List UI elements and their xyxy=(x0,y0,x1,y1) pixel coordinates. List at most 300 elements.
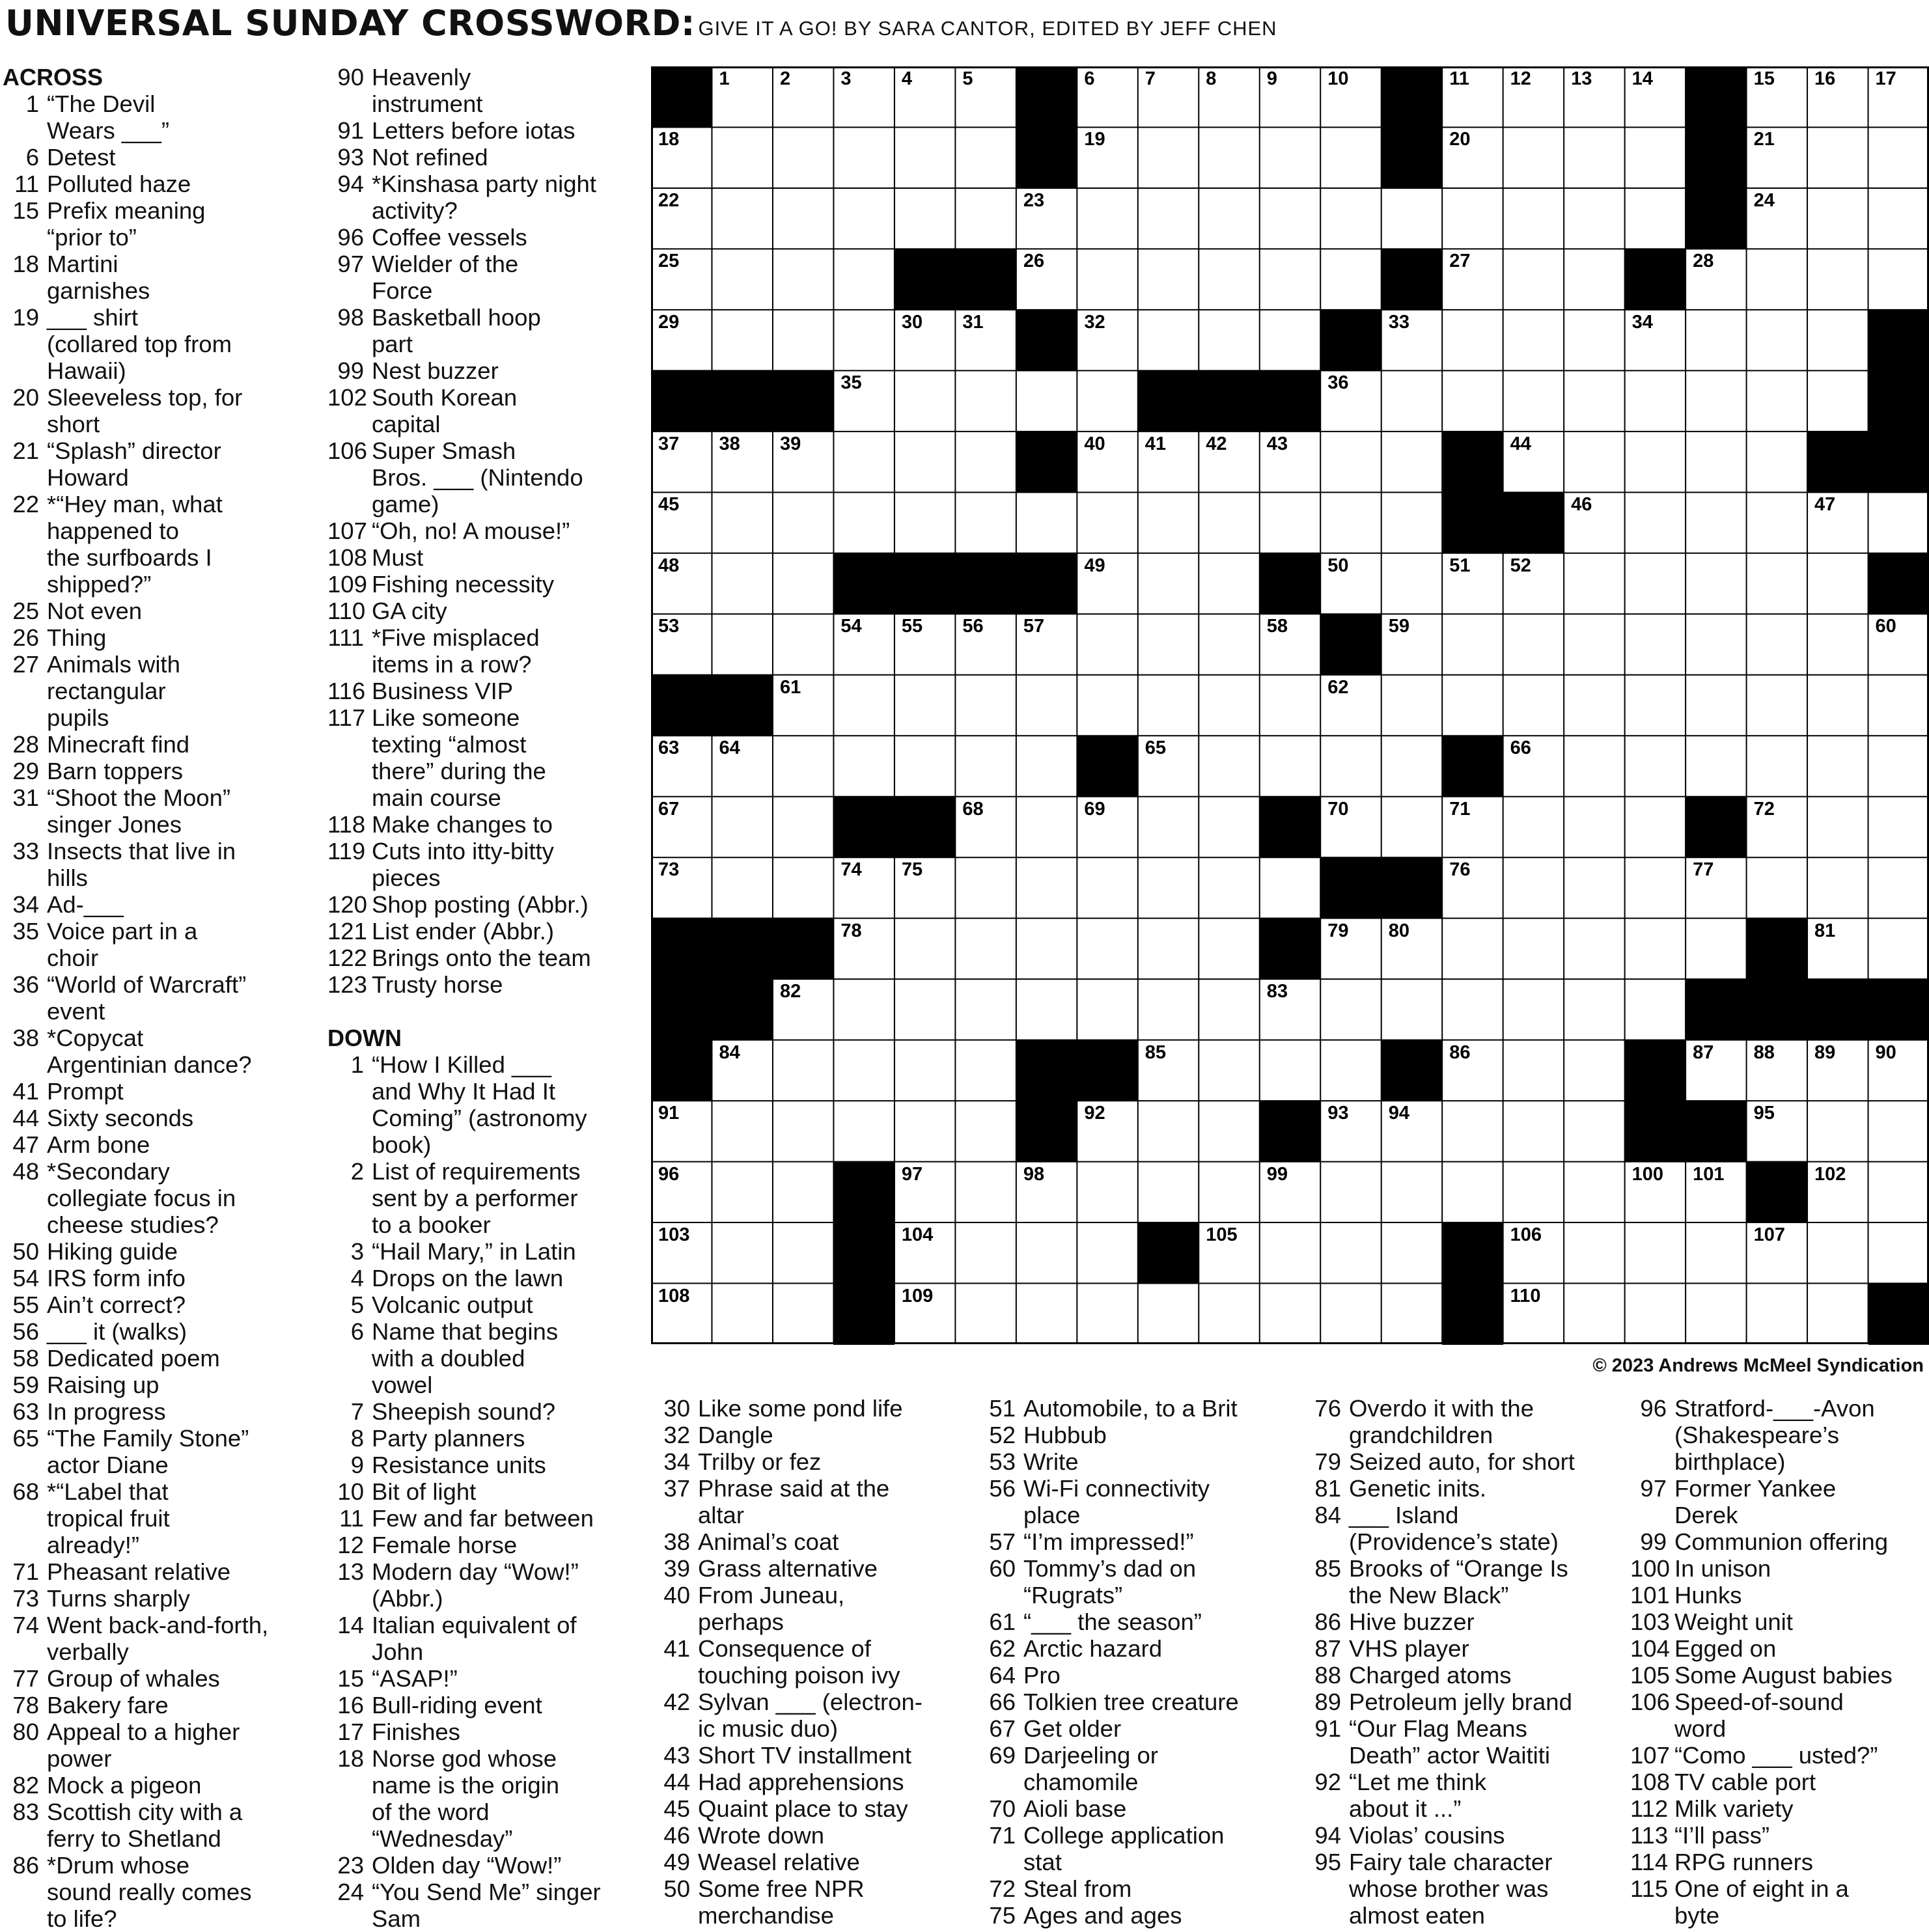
clue-line xyxy=(327,357,646,384)
cell-number: 29 xyxy=(658,311,680,333)
cell-number: 44 xyxy=(1510,433,1531,454)
clue-line xyxy=(327,518,646,544)
cell-number: 109 xyxy=(901,1285,934,1306)
cell-number: 74 xyxy=(840,859,862,881)
clue-line xyxy=(654,1475,960,1502)
clue-number: 31 xyxy=(12,784,39,811)
clue-line xyxy=(654,1608,960,1635)
clue-text: *Five misplaced xyxy=(372,624,540,651)
clue-text: “Rugrats” xyxy=(1023,1582,1123,1608)
cell-number: 57 xyxy=(1023,616,1045,637)
clue-line xyxy=(327,437,646,464)
clue-number: 28 xyxy=(12,731,39,758)
clue-text: “prior to” xyxy=(47,224,137,251)
clue-line xyxy=(1305,1769,1611,1795)
clue-number: 81 xyxy=(1314,1475,1341,1502)
clue-number: 56 xyxy=(12,1318,39,1345)
cell-number: 72 xyxy=(1753,798,1775,820)
clue-line xyxy=(3,464,309,491)
clue-text: chamomile xyxy=(1023,1769,1139,1795)
clue-number: 70 xyxy=(989,1795,1016,1822)
clue-text: “The Devil xyxy=(47,90,156,117)
clue-text: GA city xyxy=(372,598,447,624)
clue-text: place xyxy=(1023,1502,1081,1528)
clue-line xyxy=(3,624,309,651)
cell-number: 3 xyxy=(840,68,852,89)
cell-number: 89 xyxy=(1814,1042,1836,1063)
clue-text: Wi-Fi connectivity xyxy=(1023,1475,1210,1502)
clue-line xyxy=(327,1665,646,1692)
clue-text: main course xyxy=(372,784,501,811)
clue-number: 58 xyxy=(12,1345,39,1372)
clue-line xyxy=(979,1662,1285,1689)
clue-number: 93 xyxy=(337,144,364,171)
clue-line xyxy=(327,1505,646,1532)
clue-text: “Let me think xyxy=(1349,1769,1486,1795)
clue-text: Went back-and-forth, xyxy=(47,1612,269,1638)
clue-number: 3 xyxy=(350,1238,364,1265)
clue-text: List ender (Abbr.) xyxy=(372,918,554,945)
cell-number: 56 xyxy=(962,616,984,637)
clue-number: 113 xyxy=(1630,1822,1669,1849)
clue-text: Argentinian dance? xyxy=(47,1051,252,1078)
cell-number: 28 xyxy=(1693,251,1714,272)
clue-number: 112 xyxy=(1630,1795,1669,1822)
clue-text: choir xyxy=(47,945,99,971)
clue-text: collegiate focus in xyxy=(47,1185,236,1211)
clue-text: RPG runners xyxy=(1674,1849,1813,1875)
clue-number: 16 xyxy=(337,1692,364,1718)
clue-text: Polluted haze xyxy=(47,171,191,197)
clue-number: 122 xyxy=(327,945,367,971)
clue-line xyxy=(3,731,309,758)
clue-line xyxy=(1630,1422,1929,1448)
clue-number: 121 xyxy=(327,918,367,945)
cell-number: 52 xyxy=(1510,555,1531,576)
clue-text: Phrase said at the xyxy=(698,1475,890,1502)
clue-number: 75 xyxy=(989,1902,1016,1929)
clue-line xyxy=(1630,1902,1929,1929)
clue-line xyxy=(327,811,646,838)
clue-text: “I’ll pass” xyxy=(1674,1822,1770,1849)
clue-line xyxy=(1630,1475,1929,1502)
clue-line xyxy=(327,1718,646,1745)
clue-line xyxy=(3,437,309,464)
clue-number: 8 xyxy=(350,1425,364,1452)
cell-number: 11 xyxy=(1449,68,1469,89)
clue-text: Grass alternative xyxy=(698,1555,878,1582)
clue-number: 61 xyxy=(989,1608,1016,1635)
clue-line xyxy=(3,1478,309,1505)
clue-number: 92 xyxy=(1314,1769,1341,1795)
clue-line xyxy=(3,1318,309,1345)
clue-text: Finishes xyxy=(372,1718,460,1745)
clue-number: 77 xyxy=(12,1665,39,1692)
clue-number: 78 xyxy=(12,1692,39,1718)
clue-line xyxy=(327,224,646,251)
clue-number: 46 xyxy=(663,1822,690,1849)
clue-line xyxy=(3,331,309,357)
clue-text: Pheasant relative xyxy=(47,1558,231,1585)
clue-text: Hunks xyxy=(1674,1582,1742,1608)
cell-number: 107 xyxy=(1753,1224,1785,1246)
clue-number: 108 xyxy=(1630,1769,1670,1795)
clue-line xyxy=(979,1475,1285,1502)
clue-line xyxy=(3,1372,309,1398)
cell-number: 64 xyxy=(719,738,740,759)
cell-number: 85 xyxy=(1145,1042,1167,1063)
clue-text: Had apprehensions xyxy=(698,1769,904,1795)
clue-line xyxy=(979,1689,1285,1715)
clue-line xyxy=(3,1291,309,1318)
clue-text: Ages and ages xyxy=(1023,1902,1182,1929)
clue-line xyxy=(1630,1822,1929,1849)
clue-line xyxy=(3,384,309,411)
clue-text: Hubbub xyxy=(1023,1422,1107,1448)
clue-line xyxy=(654,1395,960,1422)
clue-number: 118 xyxy=(327,811,366,838)
clue-text: Martini xyxy=(47,251,118,277)
clue-number: 123 xyxy=(327,971,367,998)
cell-number: 88 xyxy=(1753,1042,1775,1063)
cell-number: 14 xyxy=(1631,68,1653,89)
clue-text: tropical fruit xyxy=(47,1505,170,1532)
clue-text: touching poison ivy xyxy=(698,1662,900,1689)
clue-text: One of eight in a xyxy=(1674,1875,1849,1902)
clue-line xyxy=(327,1532,646,1558)
clue-text: “How I Killed ___ xyxy=(372,1051,551,1078)
cell-number: 18 xyxy=(658,129,680,150)
clue-text: ___ it (walks) xyxy=(47,1318,187,1345)
clue-line xyxy=(327,1398,646,1425)
clue-text: Dangle xyxy=(698,1422,773,1448)
clue-text: Resistance units xyxy=(372,1452,546,1478)
clue-line xyxy=(3,811,309,838)
clue-line xyxy=(3,571,309,598)
clue-line xyxy=(979,1875,1285,1902)
clue-text: *Copycat xyxy=(47,1025,144,1051)
clue-line xyxy=(1305,1795,1611,1822)
cell-number: 61 xyxy=(779,676,801,698)
clue-text: Female horse xyxy=(372,1532,518,1558)
clue-number: 33 xyxy=(12,838,39,864)
clue-number: 110 xyxy=(327,598,366,624)
clue-line xyxy=(327,331,646,357)
cell-number: 55 xyxy=(901,616,923,637)
clue-line xyxy=(3,1025,309,1051)
clue-text: sent by a performer xyxy=(372,1185,578,1211)
cell-number: 42 xyxy=(1206,433,1227,454)
clue-line xyxy=(3,945,309,971)
clue-text: Pro xyxy=(1023,1662,1061,1689)
clue-line xyxy=(979,1395,1285,1422)
cell-number: 110 xyxy=(1510,1285,1541,1306)
clue-number: 21 xyxy=(12,437,39,464)
clue-line xyxy=(327,1372,646,1398)
clue-number: 43 xyxy=(663,1742,690,1769)
clue-line xyxy=(3,1158,309,1185)
clue-line xyxy=(3,1265,309,1291)
clue-text: Sheepish sound? xyxy=(372,1398,556,1425)
clue-line xyxy=(654,1502,960,1528)
clue-line xyxy=(3,1398,309,1425)
clue-number: 22 xyxy=(12,491,39,518)
cell-number: 9 xyxy=(1266,68,1277,89)
clue-number: 67 xyxy=(989,1715,1016,1742)
clue-number: 44 xyxy=(663,1769,690,1795)
clue-text: byte xyxy=(1674,1902,1719,1929)
clue-line xyxy=(3,864,309,891)
cell-number: 26 xyxy=(1023,251,1045,272)
clue-line xyxy=(327,838,646,864)
clue-line xyxy=(327,1265,646,1291)
clue-line xyxy=(327,624,646,651)
clue-text: capital xyxy=(372,411,441,437)
clue-line xyxy=(654,1422,960,1448)
clue-line xyxy=(979,1555,1285,1582)
clue-number: 91 xyxy=(337,117,364,144)
clue-number: 69 xyxy=(989,1742,1016,1769)
cell-number: 21 xyxy=(1753,129,1775,150)
clue-text: Appeal to a higher xyxy=(47,1718,240,1745)
clue-text: Not even xyxy=(47,598,143,624)
clue-line xyxy=(327,197,646,224)
clue-line xyxy=(979,1422,1285,1448)
cell-number: 15 xyxy=(1753,68,1775,89)
cell-number: 93 xyxy=(1327,1103,1349,1124)
clue-text: Weight unit xyxy=(1674,1608,1793,1635)
clue-number: 42 xyxy=(663,1689,690,1715)
cell-number: 60 xyxy=(1875,616,1896,637)
clue-line xyxy=(979,1448,1285,1475)
cell-number: 91 xyxy=(658,1103,680,1124)
clue-text: texting “almost xyxy=(372,731,527,758)
clue-number: 6 xyxy=(350,1318,364,1345)
clue-text: From Juneau, xyxy=(698,1582,845,1608)
clue-line xyxy=(1630,1742,1929,1769)
clue-line xyxy=(3,1105,309,1131)
cell-number: 62 xyxy=(1327,676,1349,698)
clue-text: Trilby or fez xyxy=(698,1448,822,1475)
clue-line xyxy=(327,1879,646,1905)
clue-number: 111 xyxy=(327,624,364,651)
clue-line xyxy=(979,1502,1285,1528)
clue-line xyxy=(1305,1528,1611,1555)
clue-text: Shop posting (Abbr.) xyxy=(372,891,589,918)
clue-line xyxy=(1305,1635,1611,1662)
clue-line xyxy=(3,544,309,571)
clue-text: Tommy’s dad on xyxy=(1023,1555,1197,1582)
clue-number: 1 xyxy=(25,90,39,117)
clue-text: Automobile, to a Brit xyxy=(1023,1395,1238,1422)
clue-line xyxy=(654,1715,960,1742)
clue-text: Weasel relative xyxy=(698,1849,860,1875)
clue-text: Voice part in a xyxy=(47,918,198,945)
clue-text: ___ shirt xyxy=(47,304,138,331)
clue-number: 94 xyxy=(337,171,364,197)
clue-line xyxy=(3,1131,309,1158)
clue-text: Cuts into itty-bitty xyxy=(372,838,554,864)
clue-text: Raising up xyxy=(47,1372,160,1398)
clue-line xyxy=(327,90,646,117)
clue-line xyxy=(1630,1555,1929,1582)
clue-line xyxy=(1630,1635,1929,1662)
clue-text: Heavenly xyxy=(372,64,471,90)
cell-number: 7 xyxy=(1145,68,1156,89)
clue-number: 107 xyxy=(1630,1742,1670,1769)
clue-number: 96 xyxy=(337,224,364,251)
clue-number: 11 xyxy=(14,171,39,197)
clue-text: South Korean xyxy=(372,384,518,411)
clue-line xyxy=(3,1452,309,1478)
cell-number: 16 xyxy=(1814,68,1836,89)
clue-text: Howard xyxy=(47,464,129,491)
cell-number: 75 xyxy=(901,859,923,881)
clue-text: Fairy tale character xyxy=(1349,1849,1553,1875)
cell-number: 5 xyxy=(962,68,973,89)
clue-line xyxy=(1305,1822,1611,1849)
clue-line xyxy=(327,1105,646,1131)
clue-line xyxy=(3,971,309,998)
clue-number: 4 xyxy=(350,1265,364,1291)
clue-line xyxy=(327,731,646,758)
clue-number: 54 xyxy=(12,1265,39,1291)
clue-number: 95 xyxy=(1314,1849,1341,1875)
clue-number: 86 xyxy=(1314,1608,1341,1635)
clue-number: 62 xyxy=(989,1635,1016,1662)
clue-line xyxy=(3,251,309,277)
cell-number: 22 xyxy=(658,189,680,211)
cell-number: 95 xyxy=(1753,1103,1775,1124)
clue-line xyxy=(1630,1715,1929,1742)
clue-number: 35 xyxy=(12,918,39,945)
clue-text: the surfboards I xyxy=(47,544,212,571)
cell-number: 77 xyxy=(1693,859,1714,881)
clue-text: Prompt xyxy=(47,1078,124,1105)
clue-line xyxy=(327,1905,646,1932)
clue-text: TV cable port xyxy=(1674,1769,1816,1795)
clue-line xyxy=(327,758,646,784)
cell-number: 105 xyxy=(1206,1224,1238,1246)
cell-number: 103 xyxy=(658,1224,690,1246)
clue-number: 59 xyxy=(12,1372,39,1398)
cell-number: 108 xyxy=(658,1285,690,1306)
clue-number: 100 xyxy=(1630,1555,1670,1582)
clue-number: 6 xyxy=(25,144,39,171)
clue-number: 55 xyxy=(12,1291,39,1318)
clue-number: 23 xyxy=(337,1852,364,1879)
clue-number: 36 xyxy=(12,971,39,998)
clue-number: 76 xyxy=(1314,1395,1341,1422)
clue-number: 34 xyxy=(663,1448,690,1475)
clue-line xyxy=(979,1608,1285,1635)
clue-text: Drops on the lawn xyxy=(372,1265,564,1291)
cell-number: 80 xyxy=(1388,920,1409,941)
clue-number: 65 xyxy=(12,1425,39,1452)
cell-number: 50 xyxy=(1327,555,1349,576)
clue-line xyxy=(327,1558,646,1585)
clue-text: Coming” (astronomy xyxy=(372,1105,587,1131)
clue-text: Business VIP xyxy=(372,678,514,704)
clue-text: College application xyxy=(1023,1822,1225,1849)
clue-text: grandchildren xyxy=(1349,1422,1493,1448)
clue-line xyxy=(3,1051,309,1078)
clue-text: Letters before iotas xyxy=(372,117,576,144)
clue-text: Not refined xyxy=(372,144,488,171)
clue-number: 102 xyxy=(327,384,367,411)
clue-text: John xyxy=(372,1638,424,1665)
cell-number: 37 xyxy=(658,433,680,454)
clue-text: “ASAP!” xyxy=(372,1665,458,1692)
clue-text: *“Label that xyxy=(47,1478,169,1505)
clue-text: Name that begins xyxy=(372,1318,559,1345)
clue-number: 104 xyxy=(1630,1635,1670,1662)
cell-number: 51 xyxy=(1449,555,1471,576)
clue-text: “___ the season” xyxy=(1023,1608,1202,1635)
clue-line xyxy=(327,1852,646,1879)
clue-line xyxy=(3,1745,309,1772)
clue-number: 18 xyxy=(12,251,39,277)
clue-text: pupils xyxy=(47,704,109,731)
clue-text: vowel xyxy=(372,1372,433,1398)
clue-line xyxy=(327,1291,646,1318)
clue-line xyxy=(327,64,646,90)
clue-line xyxy=(327,891,646,918)
clue-number: 27 xyxy=(12,651,39,678)
clue-text: Bros. ___ (Nintendo xyxy=(372,464,583,491)
clue-number: 96 xyxy=(1640,1395,1667,1422)
clue-number: 90 xyxy=(337,64,364,90)
clue-line xyxy=(3,1692,309,1718)
clue-number: 64 xyxy=(989,1662,1016,1689)
cell-number: 70 xyxy=(1327,798,1349,820)
cell-number: 66 xyxy=(1510,738,1531,759)
clue-text: Tolkien tree creature xyxy=(1023,1689,1239,1715)
clue-text: Arctic hazard xyxy=(1023,1635,1162,1662)
clue-number: 19 xyxy=(12,304,39,331)
clue-number: 51 xyxy=(989,1395,1016,1422)
clue-line xyxy=(327,1345,646,1372)
clue-line xyxy=(327,945,646,971)
cell-number: 41 xyxy=(1145,433,1167,454)
cell-number: 36 xyxy=(1327,372,1349,394)
clue-line xyxy=(327,304,646,331)
clue-text: In unison xyxy=(1674,1555,1771,1582)
clue-line xyxy=(1630,1875,1929,1902)
clue-text: In progress xyxy=(47,1398,166,1425)
cell-number: 39 xyxy=(779,433,801,454)
cell-number: 97 xyxy=(901,1163,923,1185)
clue-text: the New Black” xyxy=(1349,1582,1509,1608)
clue-text: Short TV installment xyxy=(698,1742,911,1769)
clue-line xyxy=(327,1185,646,1211)
clue-text: Sylvan ___ (electron- xyxy=(698,1689,923,1715)
cell-number: 69 xyxy=(1084,798,1105,820)
clue-line xyxy=(654,1689,960,1715)
clue-number: 47 xyxy=(12,1131,39,1158)
clue-line xyxy=(1630,1795,1929,1822)
clue-number: 107 xyxy=(327,518,367,544)
cell-number: 32 xyxy=(1084,311,1105,333)
clue-line xyxy=(1305,1582,1611,1608)
clue-number: 53 xyxy=(989,1448,1016,1475)
clue-line xyxy=(3,197,309,224)
clue-number: 94 xyxy=(1314,1822,1341,1849)
cell-number: 76 xyxy=(1449,859,1471,881)
clue-text: “The Family Stone” xyxy=(47,1425,249,1452)
cell-number: 71 xyxy=(1449,798,1471,820)
clue-number: 57 xyxy=(989,1528,1016,1555)
